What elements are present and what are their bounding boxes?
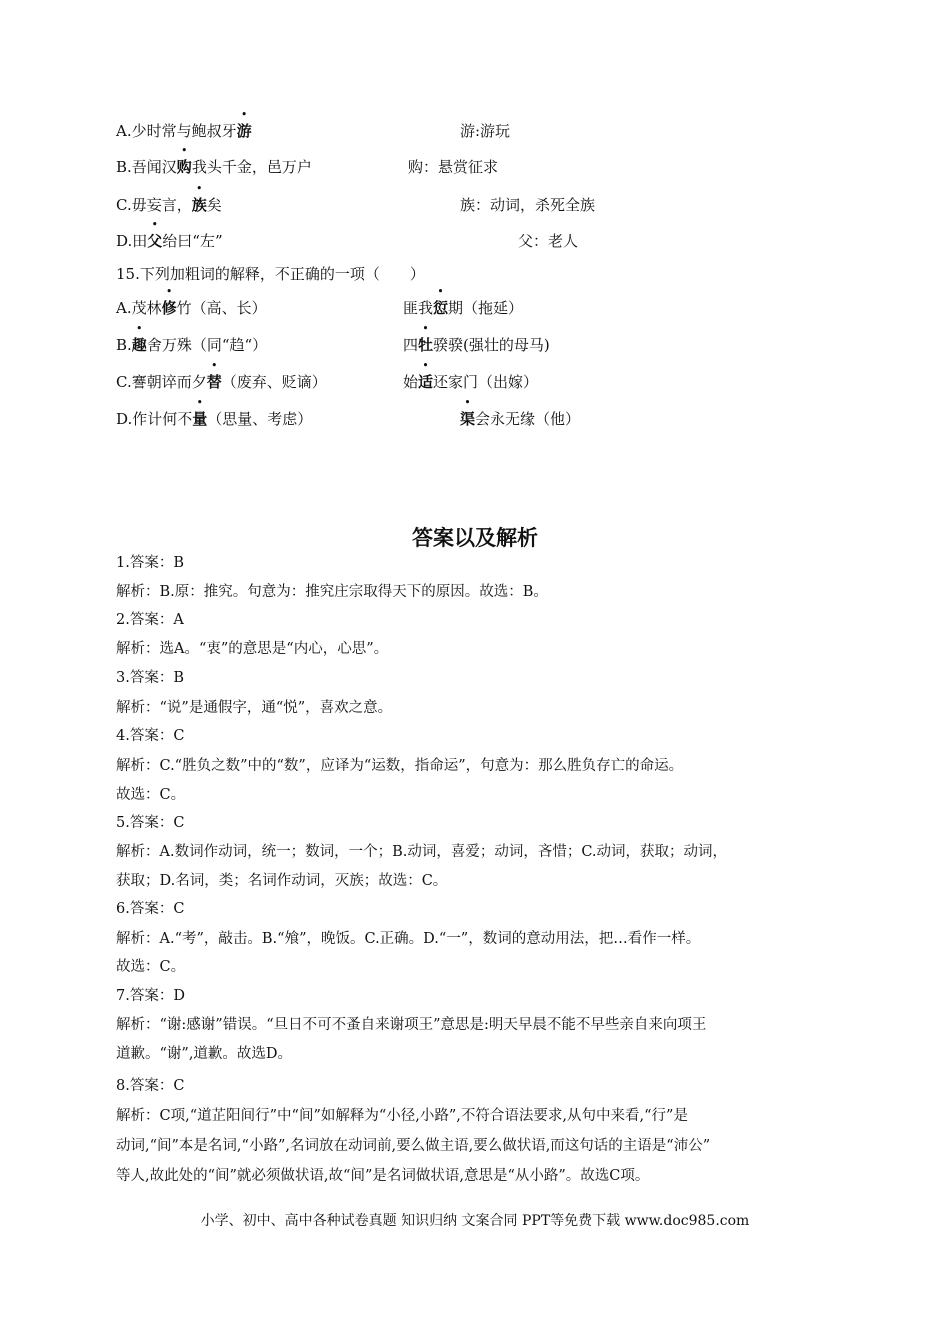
answer-line: 故选：C。 <box>116 959 186 975</box>
answer-line: 解析：C.“胜负之数”中的“数”，应译为“运数，指命运”，句意为：那么胜负存亡的命运。 <box>116 758 684 774</box>
bold-dotted-word: 量 <box>192 410 208 428</box>
q14-option-c: C.毋妄言，族矣 <box>116 196 222 214</box>
q15-option-d-left: D.作计何不量（思量、考虑） <box>116 410 313 428</box>
q15-option-b-left: B.趣舍万殊（同“趋“） <box>116 336 268 354</box>
q15-option-a-right: 匪我愆期（拖延） <box>403 299 524 317</box>
answer-line: 获取；D.名词，类；名词作动词，灭族；故选：C。 <box>116 873 448 889</box>
q14-option-a-explain: 游:游玩 <box>460 122 511 140</box>
answer-line: 2.答案：A <box>116 612 184 628</box>
answer-line: 3.答案：B <box>116 670 184 686</box>
q15-option-b-right: 四牡骙骙(强壮的母马) <box>403 336 550 354</box>
bold-dotted-word: 游 <box>236 122 252 140</box>
answer-line: 故选：C。 <box>116 787 186 803</box>
answer-line: 7.答案：D <box>116 988 185 1004</box>
q14-option-a: A.少时常与鲍叔牙游 <box>116 122 252 140</box>
bold-dotted-word: 适 <box>418 373 434 391</box>
answer-line: 4.答案：C <box>116 728 185 744</box>
bold-dotted-word: 牡 <box>418 336 434 354</box>
answer-line: 解析：A.“考”，敲击。B.“飧”，晚饭。C.正确。D.“一”，数词的意动用法，把…看作一样。 <box>116 931 701 947</box>
page-footer: 小学、初中、高中各种试卷真题 知识归纳 文案合同 PPT等免费下载 www.doc985.com <box>200 1213 750 1229</box>
answer-line: 8.答案：C <box>116 1078 185 1094</box>
answer-line: 解析：选A。“衷”的意思是“内心，心思”。 <box>116 641 389 657</box>
q14-option-b: B.吾闻汉购我头千金，邑万户 <box>116 158 312 176</box>
q15-option-c-left: C.謇朝谇而夕替（废弃、贬谪） <box>116 373 327 391</box>
bold-dotted-word: 修 <box>161 299 177 317</box>
bold-dotted-word: 购 <box>176 158 192 176</box>
bold-dotted-word: 替 <box>206 373 222 391</box>
q14-option-d: D.田父绐曰“左” <box>116 232 223 250</box>
answer-line: 等人,故此处的“间”就必须做状语,故“间”是名词做状语,意思是“从小路”。故选C项。 <box>116 1168 650 1184</box>
q14-option-c-explain: 族：动词，杀死全族 <box>460 196 596 214</box>
answer-line: 6.答案：C <box>116 901 185 917</box>
q15-option-a-left: A.茂林修竹（高、长） <box>116 299 267 317</box>
bold-dotted-word: 愆 <box>433 299 449 317</box>
q15-stem: 15.下列加粗词的解释，不正确的一项（ ） <box>116 265 425 283</box>
answer-line: 解析：“谢:感谢”错误。“旦日不可不蚤自来谢项王”意思是:明天早晨不能不早些亲自来向项王 <box>116 1017 707 1033</box>
answer-line: 解析：C项,“道芷阳间行”中“间”如解释为“小径,小路”,不符合语法要求,从句中来看,“行”是 <box>116 1108 688 1124</box>
answer-line: 1.答案：B <box>116 555 184 571</box>
answers-heading: 答案以及解析 <box>412 526 538 550</box>
answer-line: 解析：B.原：推究。句意为：推究庄宗取得天下的原因。故选：B。 <box>116 584 548 600</box>
answer-line: 解析：“说”是通假字，通“悦”，喜欢之意。 <box>116 700 393 716</box>
answer-line: 道歉。“谢”,道歉。故选D。 <box>116 1046 293 1062</box>
answer-line: 解析：A.数词作动词，统一；数词，一个；B.动词，喜爱；动词，吝惜；C.动词，获取；动词， <box>116 844 728 860</box>
answer-line: 动词,“间”本是名词,“小路”,名词放在动词前,要么做主语,要么做状语,而这句话的主语是“沛公” <box>116 1138 711 1154</box>
bold-dotted-word: 族 <box>191 196 207 214</box>
q15-option-c-right: 始适还家门（出嫁） <box>403 373 539 391</box>
bold-dotted-word: 趣 <box>131 336 147 354</box>
answer-line: 5.答案：C <box>116 815 185 831</box>
q14-option-b-explain: 购：悬赏征求 <box>408 158 499 176</box>
bold-dotted-word: 父 <box>147 232 163 250</box>
q15-option-d-right: 渠会永无缘（他） <box>460 410 581 428</box>
q14-option-d-explain: 父：老人 <box>518 232 579 250</box>
bold-dotted-word: 渠 <box>460 410 476 428</box>
